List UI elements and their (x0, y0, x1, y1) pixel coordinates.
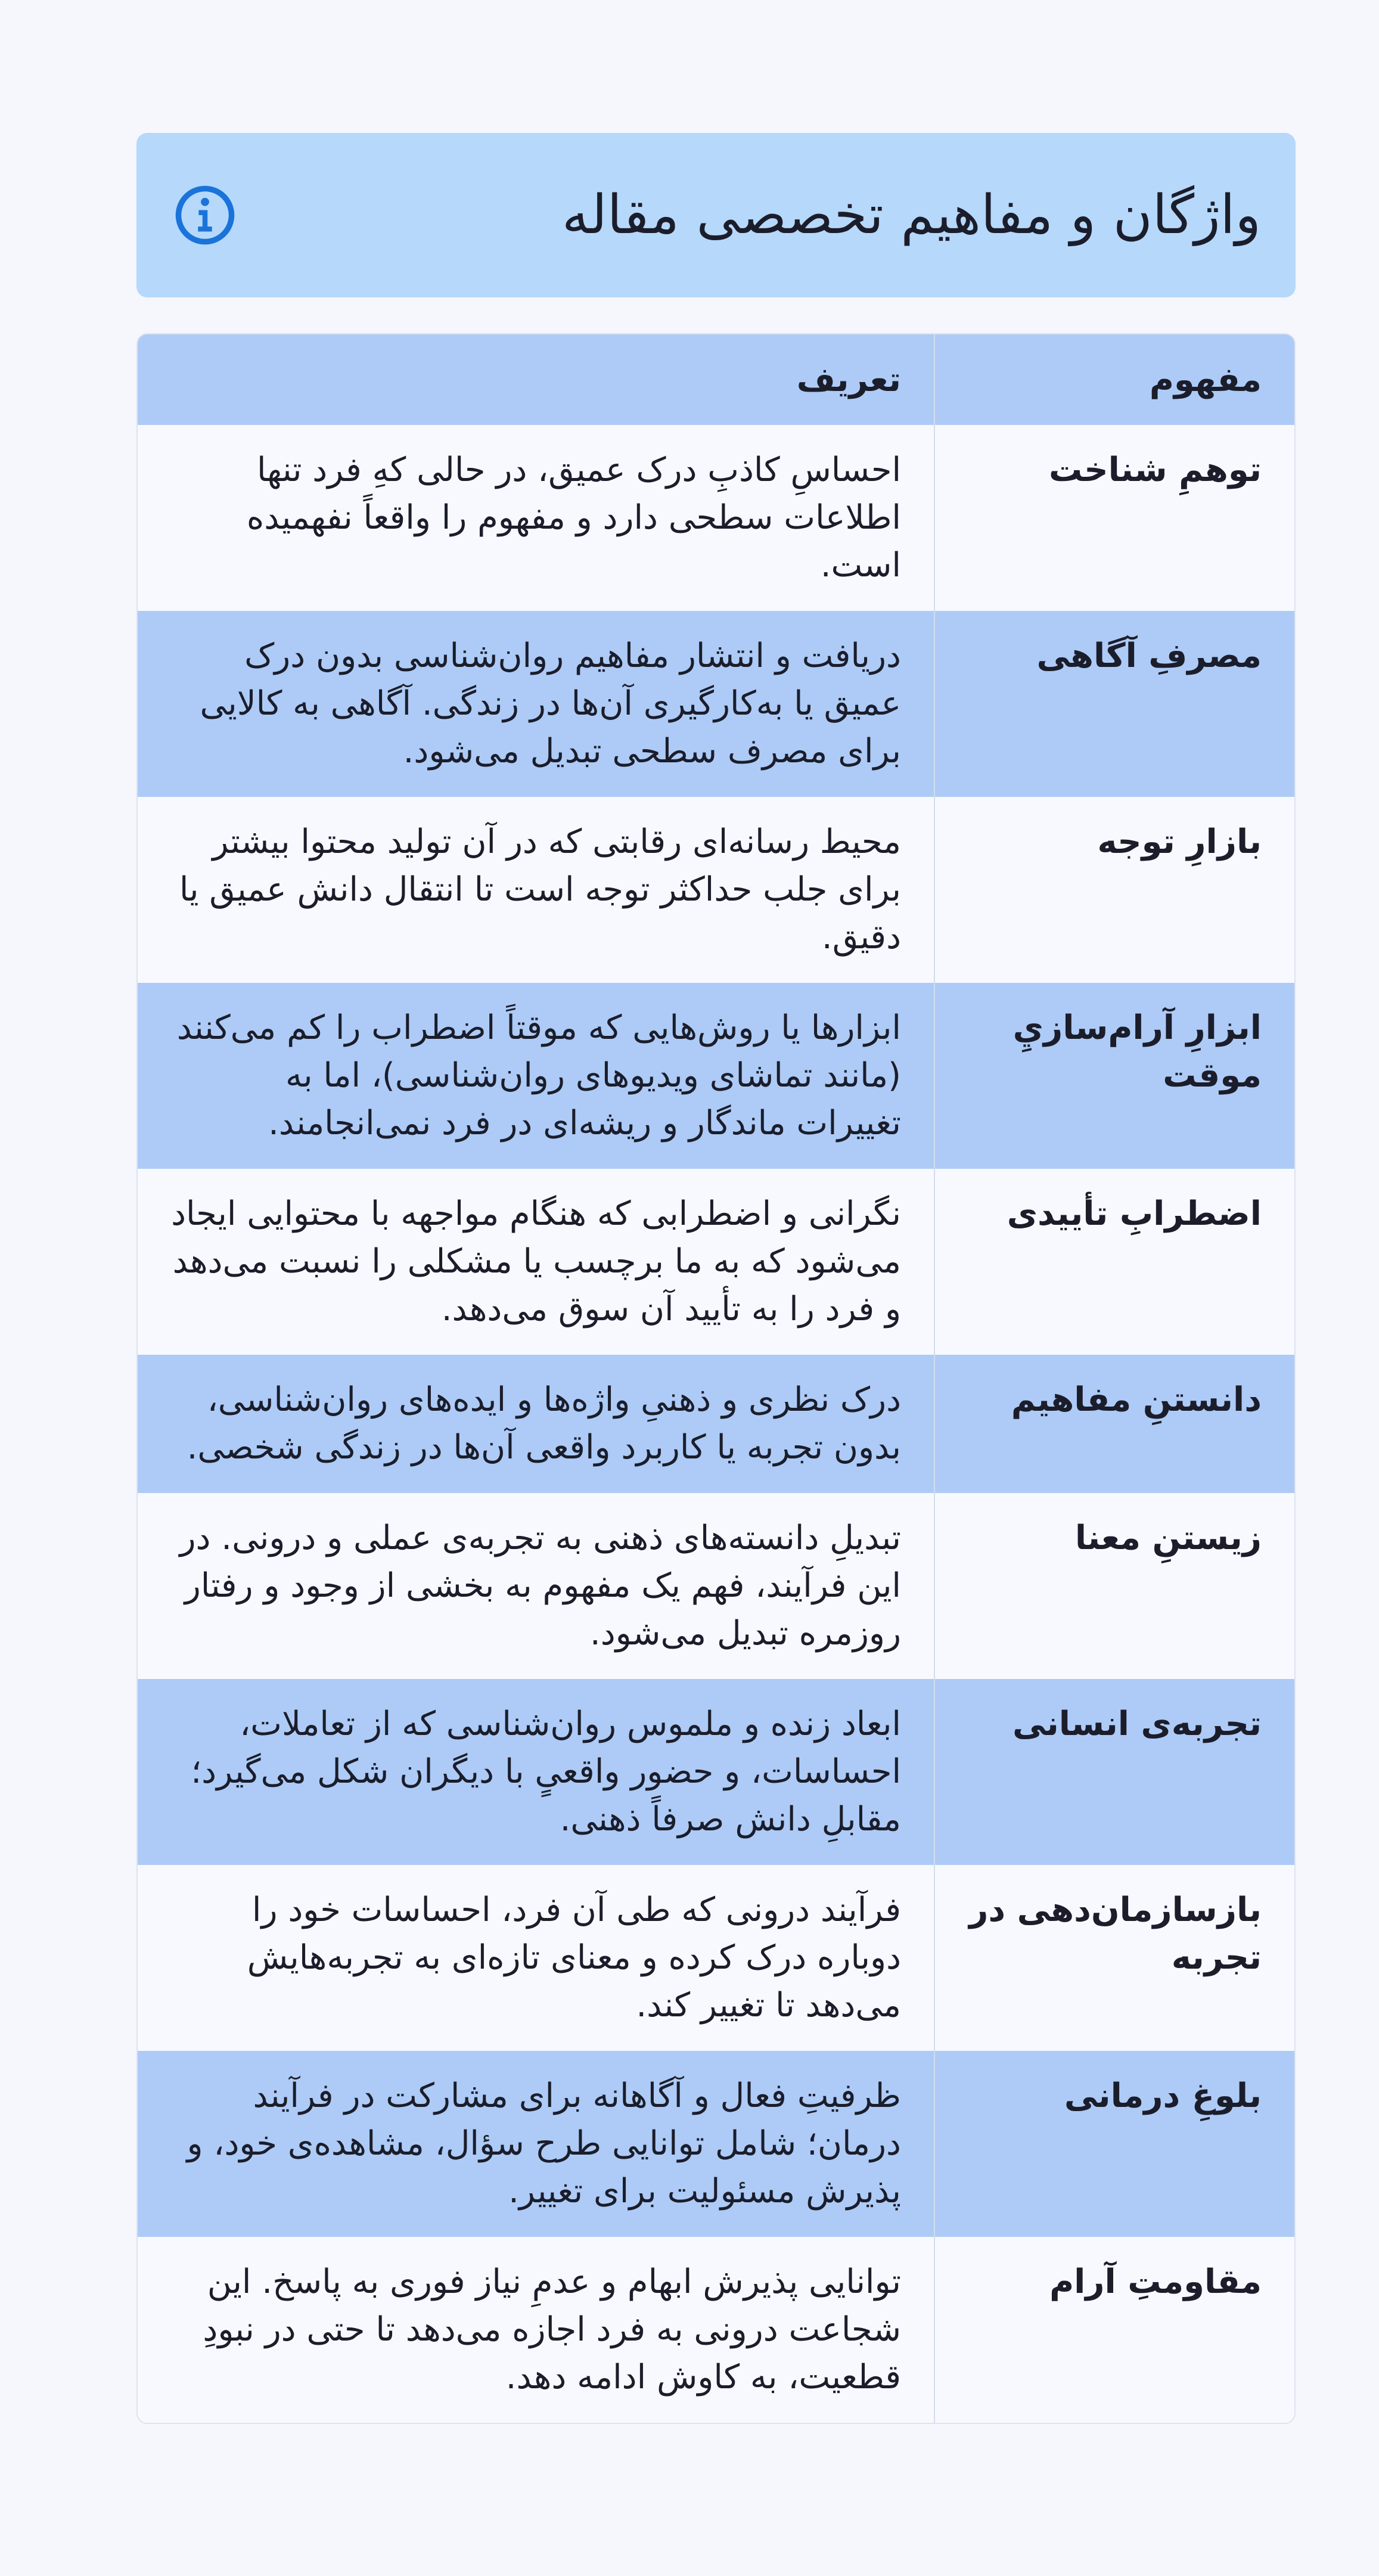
table-row (138, 1493, 1294, 1679)
table-row (138, 983, 1294, 1169)
term-cell: مقاومتِ آرام (934, 2237, 1294, 2423)
term-cell: دانستنِ مفاهیم (934, 1355, 1294, 1493)
term-cell: بازسازمان‌دهی در تجربه (934, 1865, 1294, 2051)
term-cell: تجربه‌ی انسانی (934, 1679, 1294, 1865)
glossary-header (136, 133, 1296, 297)
definition-cell: توانایی پذیرش ابهام و عدمِ نیاز فوری به پاسخ. این شجاعت درونی به فرد اجازه می‌دهد تا حتی در نبودِ قطعیت، به کاوش ادامه دهد. (138, 2237, 934, 2423)
definition-cell: ابزارها یا روش‌هایی که موقتاً اضطراب را کم می‌کنند (مانند تماشای ویدیوهای روان‌شناسی)، اما به تغییرات ماندگار و ریشه‌ای در فرد نمی‌انجامند. (138, 983, 934, 1169)
page-title: واژگان و مفاهیم تخصصی مقاله (562, 184, 1261, 246)
table-row (138, 1355, 1294, 1493)
definition-cell: ظرفیتِ فعال و آگاهانه برای مشارکت در فرآیند درمان؛ شامل توانایی طرح سؤال، مشاهده‌ی خود، و پذیرش مسئولیت برای تغییر. (138, 2051, 934, 2237)
definition-cell: ابعاد زنده و ملموس روان‌شناسی که از تعاملات، احساسات، و حضور واقعیٍ با دیگران شکل می‌گیرد؛ مقابلِ دانش صرفاً ذهنی. (138, 1679, 934, 1865)
table-row (138, 797, 1294, 983)
term-cell: ابزارِ آرام‌سازيِ موقت (934, 983, 1294, 1169)
definition-cell: دریافت و انتشار مفاهیم روان‌شناسی بدون درک عمیق یا به‌کارگیری آن‌ها در زندگی. آگاهی به کالایی برای مصرف سطحی تبدیل می‌شود. (138, 611, 934, 797)
definition-cell: محیط رسانه‌ای رقابتی که در آن تولید محتوا بیشتر برای جلب حداکثر توجه است تا انتقال دانش عمیق یا دقیق. (138, 797, 934, 983)
table-row (138, 1169, 1294, 1355)
definition-cell: فرآیند درونی که طی آن فرد، احساسات خود را دوباره درک کرده و معنای تازه‌ای به تجربه‌هایش می‌دهد تا تغییر کند. (138, 1865, 934, 2051)
definition-cell: احساسِ کاذبِ درک عمیق، در حالی کهِ فرد تنها اطلاعات سطحی دارد و مفهوم را واقعاً نفهمیده است. (138, 425, 934, 611)
term-cell: بازارِ توجه (934, 797, 1294, 983)
term-cell: اضطرابِ تأییدی (934, 1169, 1294, 1355)
table-row (138, 2051, 1294, 2237)
definition-cell: نگرانی و اضطرابی که هنگام مواجهه با محتوایی ایجاد می‌شود که به ما برچسب یا مشکلی را نسبت می‌دهد و فرد را به تأیید آن سوق می‌دهد. (138, 1169, 934, 1355)
term-cell: بلوغِ درمانی (934, 2051, 1294, 2237)
table-row (138, 611, 1294, 797)
term-cell: توهمِ شناخت (934, 425, 1294, 611)
table-row (138, 425, 1294, 611)
table-row (138, 2237, 1294, 2423)
definition-cell: تبدیلِ دانسته‌های ذهنی به تجربه‌ی عملی و درونی. در این فرآیند، فهم یک مفهوم به بخشی از وجود و رفتار روزمره تبدیل می‌شود. (138, 1493, 934, 1679)
info-icon (173, 184, 237, 247)
glossary-table (136, 333, 1296, 2424)
term-cell: زیستنِ معنا (934, 1493, 1294, 1679)
table-row (138, 1865, 1294, 2051)
definition-cell: درک نظری و ذهنیِ واژه‌ها و ایده‌های روان‌شناسی، بدون تجربه یا کاربرد واقعی آن‌ها در زندگی شخصی. (138, 1355, 934, 1493)
table-row (138, 1679, 1294, 1865)
term-cell: مصرفِ آگاهی (934, 611, 1294, 797)
column-header-definition: تعریف (138, 334, 934, 425)
table-header-row (138, 334, 1294, 425)
column-header-term: مفهوم (934, 334, 1294, 425)
